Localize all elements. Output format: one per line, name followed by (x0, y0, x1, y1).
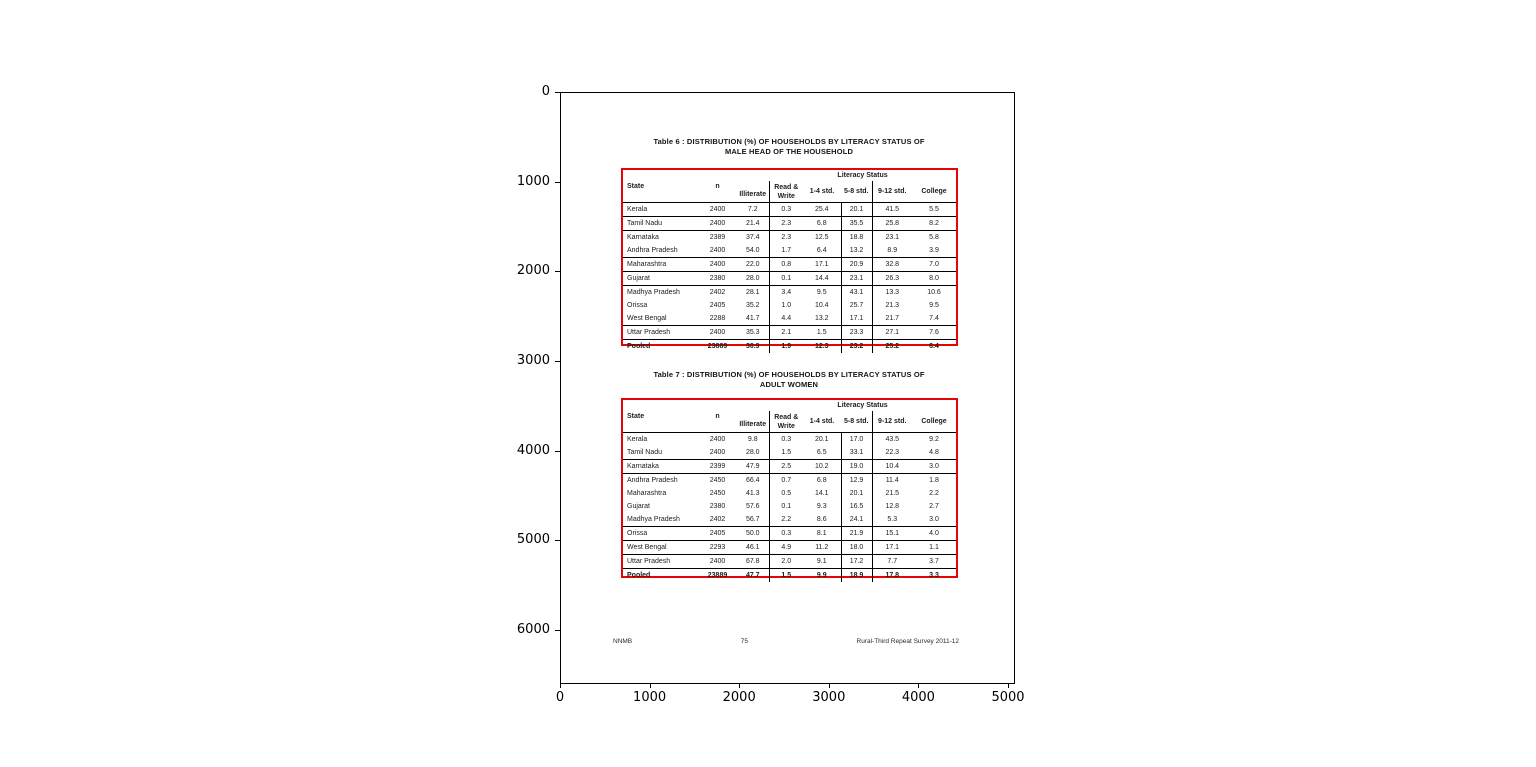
table-7-red-detection-box (621, 398, 958, 578)
table-cell: Karnataka (623, 460, 698, 474)
table-cell: 12.8 (872, 500, 912, 513)
x-axis-tick (650, 683, 651, 688)
table-cell: 11.4 (872, 474, 912, 488)
table-cell: 0.1 (769, 500, 803, 513)
table-cell: 2.3 (769, 217, 803, 231)
table-cell: 6.8 (816, 477, 827, 484)
table-cell: 8.2 (912, 217, 956, 231)
table-row (623, 286, 956, 300)
table-cell: 14.1 (814, 490, 829, 497)
col-header: College (912, 181, 956, 203)
group-header-literacy-status: Literacy Status (837, 172, 888, 179)
table-cell: 9.5 (929, 302, 939, 309)
col-header: 9-12 std. (872, 181, 912, 203)
col-header-n: n (698, 400, 737, 433)
table-cell: 3.0 (912, 513, 956, 527)
table-cell: 1.9 (769, 340, 803, 354)
table-row (623, 500, 956, 513)
table-cell: 2400 (698, 244, 737, 258)
table-cell: 6.4 (803, 244, 841, 258)
table-row (623, 312, 956, 326)
table-cell: 1.8 (929, 477, 939, 484)
table-cell: 6.8 (803, 217, 841, 231)
table-cell: 1.5 (769, 446, 803, 460)
table-header-row (623, 170, 956, 181)
y-axis-tick (555, 361, 560, 362)
table-cell: Tamil Nadu (623, 446, 698, 460)
table-cell: 23.2 (841, 340, 872, 354)
table-cell: 2450 (709, 477, 726, 484)
table-cell: 23.3 (841, 326, 872, 340)
table-cell: 2293 (698, 541, 737, 555)
table-cell: 17.0 (841, 433, 872, 447)
table-cell: 1.0 (769, 299, 803, 312)
y-tick-label: 0 (541, 84, 550, 99)
table-cell: 25.8 (872, 217, 912, 231)
table-cell: 56.7 (737, 513, 769, 527)
table-row (623, 527, 956, 541)
table-cell: 2389 (709, 234, 726, 241)
table-cell: 4.8 (912, 446, 956, 460)
table-cell: 28.0 (737, 272, 769, 286)
table-cell: 2400 (698, 203, 737, 217)
table-cell: Kerala (627, 436, 648, 443)
table-cell: Maharashtra (623, 258, 698, 272)
table-cell: 1.1 (912, 541, 956, 555)
table-cell: 4.0 (912, 527, 956, 541)
table-cell: 1.7 (769, 244, 803, 258)
x-tick-label: 2000 (722, 690, 756, 705)
col-header: 1-4 std. (803, 411, 841, 433)
y-axis-tick (555, 92, 560, 93)
x-axis-tick (739, 683, 740, 688)
table-cell: 35.2 (745, 302, 760, 309)
table-cell: 9.2 (929, 436, 939, 443)
y-tick-label: 6000 (516, 622, 550, 637)
table-cell: Orissa (623, 527, 698, 541)
table-cell: 26.3 (872, 272, 912, 286)
y-axis-tick (555, 630, 560, 631)
table-cell: 43.5 (872, 433, 912, 447)
table-7-title-line1: Table 7 : DISTRIBUTION (%) OF HOUSEHOLDS BY LITERACY STATUS OF (653, 370, 925, 379)
footer-page-number: 75 (740, 638, 748, 645)
col-header: 1-4 std. (803, 181, 841, 203)
table-cell: Gujarat (623, 272, 698, 286)
table-cell: 3.4 (769, 286, 803, 300)
x-axis-tick (829, 683, 830, 688)
table-cell: 0.5 (769, 487, 803, 500)
table-cell: 12.9 (841, 474, 872, 488)
table-6-red-detection-box (621, 168, 958, 350)
x-tick-label: 4000 (901, 690, 935, 705)
table-cell: 67.8 (737, 555, 769, 569)
table-cell: 20.1 (841, 203, 872, 217)
table-cell: 9.9 (816, 572, 827, 579)
table-cell: 2288 (698, 312, 737, 326)
table-cell: 54.0 (737, 244, 769, 258)
table-cell: 27.1 (872, 326, 912, 340)
table-cell: Uttar Pradesh (623, 555, 698, 569)
table-cell: 35.3 (737, 326, 769, 340)
table-cell: 16.5 (841, 500, 872, 513)
table-cell: 6.4 (929, 343, 939, 350)
table-cell: 8.9 (872, 244, 912, 258)
y-tick-label: 5000 (516, 532, 550, 548)
table-cell: 41.7 (737, 312, 769, 326)
table-cell: 30.9 (745, 343, 760, 350)
table-cell: 33.1 (841, 446, 872, 460)
table-cell: 5.5 (912, 203, 956, 217)
table-cell: West Bengal (623, 541, 698, 555)
x-axis-tick (560, 683, 561, 688)
table-cell: 19.0 (841, 460, 872, 474)
table-cell: 9.5 (816, 289, 827, 296)
table-row (623, 474, 956, 488)
table-cell: 37.4 (745, 234, 760, 241)
table-cell: 8.6 (803, 513, 841, 527)
table-cell: 21.7 (872, 312, 912, 326)
table-cell: 2405 (698, 527, 737, 541)
table-cell: 9.3 (816, 503, 827, 510)
y-tick-label: 3000 (516, 353, 550, 368)
table-cell: 20.1 (814, 436, 829, 443)
table-row (623, 569, 956, 583)
table-cell: Tamil Nadu (623, 217, 698, 231)
table-cell: 2400 (698, 258, 737, 272)
y-tick-label: 1000 (516, 173, 550, 189)
table-cell: West Bengal (623, 312, 698, 326)
table-cell: 28.1 (745, 289, 760, 296)
table-cell: 0.8 (769, 258, 803, 272)
table-cell: Uttar Pradesh (623, 326, 698, 340)
table-row (623, 460, 956, 474)
table-cell: 21.5 (872, 487, 912, 500)
table-cell: 46.1 (737, 541, 769, 555)
table-cell: 2.2 (929, 490, 939, 497)
table-cell: 21.9 (841, 527, 872, 541)
table-cell: 47.9 (737, 460, 769, 474)
table-7-title-line2: ADULT WOMEN (759, 380, 819, 389)
group-header-literacy-status: Literacy Status (837, 402, 888, 409)
table-cell: 2400 (709, 436, 726, 443)
table-row (623, 487, 956, 500)
footer-org: NNMB (613, 638, 633, 645)
col-header: 5-8 std. (841, 411, 872, 433)
table-cell: 2.5 (769, 460, 803, 474)
table-cell: 28.0 (737, 446, 769, 460)
table-cell: 1.5 (803, 326, 841, 340)
table-row (623, 299, 956, 312)
col-header-illiterate: Illiterate (737, 400, 769, 433)
table-cell: 57.6 (745, 503, 760, 510)
table-cell: 17.2 (841, 555, 872, 569)
table-cell: 2450 (709, 490, 726, 497)
table-cell: 13.3 (872, 286, 912, 300)
table-cell: 11.2 (803, 541, 841, 555)
table-cell: Pooled (627, 343, 651, 350)
y-axis-tick (555, 540, 560, 541)
x-axis-tick (918, 683, 919, 688)
table-cell: 2.7 (929, 503, 939, 510)
table-cell: 10.6 (927, 289, 941, 296)
table-cell: 22.0 (737, 258, 769, 272)
table-cell: Madhya Pradesh (623, 513, 698, 527)
table-cell: 3.7 (912, 555, 956, 569)
col-header: Read & Write (769, 411, 803, 433)
y-axis-tick (555, 271, 560, 272)
table-cell: Andhra Pradesh (627, 477, 678, 484)
table-cell: 24.1 (841, 513, 872, 527)
table-row (623, 513, 956, 527)
table-cell: 18.0 (841, 541, 872, 555)
table-cell: 25.2 (872, 340, 912, 354)
table-cell: 35.5 (841, 217, 872, 231)
table-cell: 7.7 (872, 555, 912, 569)
plot-axes (560, 92, 1015, 684)
table-cell: 2.0 (769, 555, 803, 569)
table-cell: 2400 (698, 217, 737, 231)
footer-survey-name: Rural-Third Repeat Survey 2011-12 (856, 638, 959, 645)
table-cell: 43.1 (841, 286, 872, 300)
table-cell: Maharashtra (627, 490, 667, 497)
table-cell: 2405 (709, 302, 726, 309)
col-header: 9-12 std. (872, 411, 912, 433)
col-header: Read & Write (769, 181, 803, 203)
table-cell: 5.3 (872, 513, 912, 527)
table-cell: 18.9 (841, 569, 872, 583)
table-row (623, 217, 956, 231)
table-cell: 9.8 (747, 436, 758, 443)
x-axis-tick (1008, 683, 1009, 688)
table-cell: 22.3 (872, 446, 912, 460)
table-cell: 2.2 (769, 513, 803, 527)
table-cell: Pooled (627, 572, 651, 579)
table-cell: 2.3 (769, 231, 803, 245)
table-6-title (619, 137, 959, 157)
x-tick-label: 5000 (991, 690, 1025, 705)
table-cell: 7.0 (912, 258, 956, 272)
table-cell: 9.1 (803, 555, 841, 569)
table-cell: 10.2 (803, 460, 841, 474)
table-cell: 23889 (707, 343, 728, 350)
table-row (623, 541, 956, 555)
table-cell: 2400 (698, 326, 737, 340)
table-row (623, 231, 956, 245)
table-cell: 4.9 (769, 541, 803, 555)
table-cell: 0.3 (769, 203, 803, 217)
table-cell: Kerala (623, 203, 698, 217)
table-cell: 17.1 (803, 258, 841, 272)
table-cell: 23.1 (841, 272, 872, 286)
table-cell: 3.3 (929, 572, 939, 579)
y-tick-label: 2000 (516, 263, 550, 279)
y-tick-label: 4000 (516, 442, 550, 458)
table-6-literacy-male-head (623, 170, 956, 353)
table-cell: 2380 (709, 503, 726, 510)
table-cell: 2400 (698, 555, 737, 569)
y-axis-tick (555, 182, 560, 183)
col-header-n: n (698, 170, 737, 203)
table-cell: 13.2 (841, 244, 872, 258)
table-cell: 66.4 (745, 477, 760, 484)
table-cell: 0.1 (769, 272, 803, 286)
table-header-row (623, 400, 956, 411)
table-row (623, 555, 956, 569)
x-tick-label: 0 (555, 690, 565, 705)
table-cell: 5.8 (929, 234, 939, 241)
table-cell: 7.4 (912, 312, 956, 326)
table-cell: 18.8 (841, 231, 872, 245)
col-header-illiterate: Illiterate (737, 170, 769, 203)
col-header-state: State (623, 170, 698, 203)
table-cell: 41.5 (872, 203, 912, 217)
table-cell: 13.2 (803, 312, 841, 326)
table-cell: 20.9 (841, 258, 872, 272)
table-cell: 2399 (698, 460, 737, 474)
table-6-title-line1: Table 6 : DISTRIBUTION (%) OF HOUSEHOLDS BY LITERACY STATUS OF (653, 137, 925, 146)
y-axis-tick (555, 451, 560, 452)
table-cell: Gujarat (627, 503, 650, 510)
table-cell: 23.1 (872, 231, 912, 245)
table-cell: 12.3 (814, 343, 829, 350)
table-7-title (619, 370, 959, 390)
table-cell: 25.4 (803, 203, 841, 217)
table-cell: 8.1 (803, 527, 841, 541)
table-cell: 21.4 (737, 217, 769, 231)
table-cell: 12.5 (814, 234, 829, 241)
col-header-state: State (623, 400, 698, 433)
table-cell: Orissa (627, 302, 648, 309)
table-cell: 0.7 (769, 474, 803, 488)
table-cell: 0.3 (769, 527, 803, 541)
table-cell: Andhra Pradesh (623, 244, 698, 258)
table-row (623, 203, 956, 217)
table-cell: 7.2 (737, 203, 769, 217)
table-row (623, 446, 956, 460)
table-row (623, 326, 956, 340)
table-cell: 2402 (709, 289, 726, 296)
x-tick-label: 3000 (812, 690, 846, 705)
table-7-literacy-adult-women (623, 400, 956, 582)
table-cell: 2402 (698, 513, 737, 527)
table-cell: 4.4 (769, 312, 803, 326)
table-cell: 0.3 (769, 433, 803, 447)
table-cell: 8.0 (912, 272, 956, 286)
table-cell: 41.3 (745, 490, 760, 497)
table-cell: 1.5 (769, 569, 803, 583)
table-cell: 10.4 (814, 302, 829, 309)
col-header: College (912, 411, 956, 433)
table-cell: 3.9 (912, 244, 956, 258)
table-row (623, 340, 956, 354)
table-cell: 14.4 (803, 272, 841, 286)
table-cell: 32.8 (872, 258, 912, 272)
table-cell: 2400 (698, 446, 737, 460)
page-footer (613, 638, 959, 645)
table-cell: 3.0 (912, 460, 956, 474)
table-cell: 21.3 (872, 299, 912, 312)
col-header: 5-8 std. (841, 181, 872, 203)
table-cell: 17.1 (872, 541, 912, 555)
table-6-title-line2: MALE HEAD OF THE HOUSEHOLD (724, 147, 854, 156)
table-cell: 23889 (707, 572, 728, 579)
table-cell: 2.1 (769, 326, 803, 340)
table-cell: Karnataka (627, 234, 659, 241)
table-cell: 47.7 (745, 572, 760, 579)
table-cell: 7.6 (912, 326, 956, 340)
table-cell: 17.1 (841, 312, 872, 326)
table-cell: 10.4 (872, 460, 912, 474)
table-cell: 20.1 (841, 487, 872, 500)
table-row (623, 433, 956, 447)
table-row (623, 272, 956, 286)
table-cell: 17.8 (872, 569, 912, 583)
table-cell: 2380 (698, 272, 737, 286)
table-cell: 25.7 (841, 299, 872, 312)
table-cell: 6.5 (803, 446, 841, 460)
table-row (623, 258, 956, 272)
table-cell: Madhya Pradesh (627, 289, 680, 296)
table-row (623, 244, 956, 258)
table-cell: 15.1 (872, 527, 912, 541)
x-tick-label: 1000 (633, 690, 667, 705)
table-cell: 50.0 (737, 527, 769, 541)
